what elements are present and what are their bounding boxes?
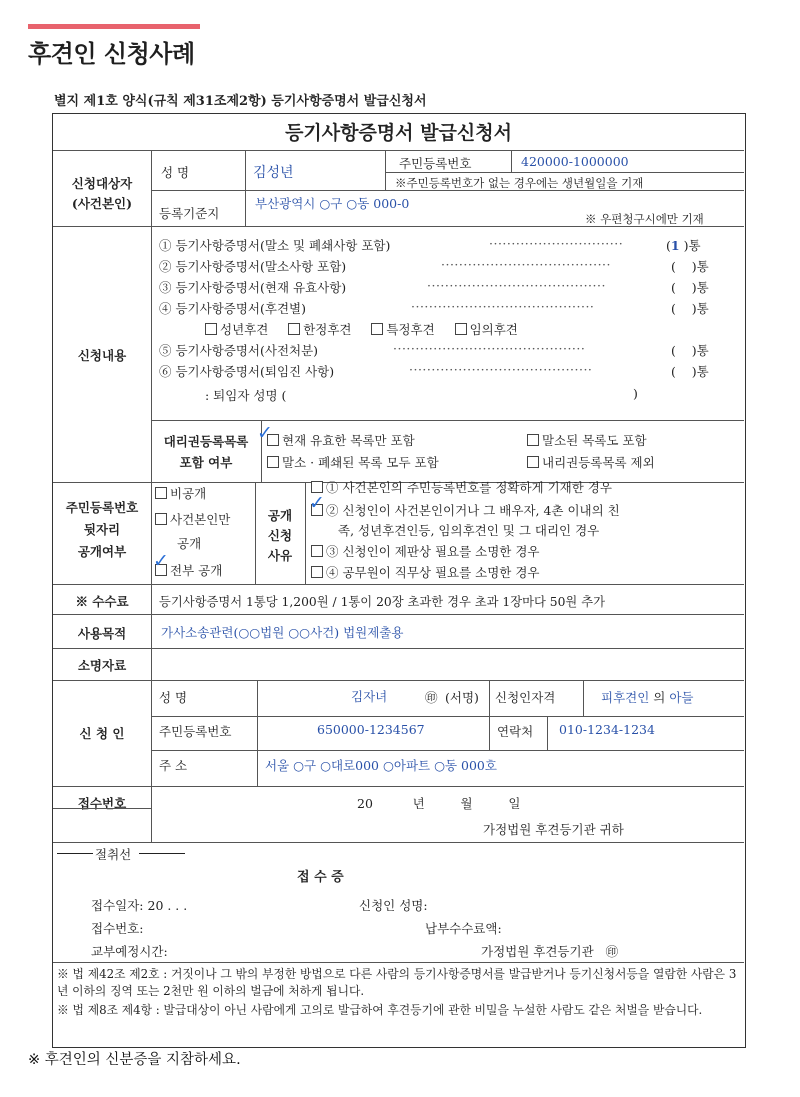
count-6[interactable]: ( )통 [671,364,709,379]
voucher-fee-paid: 납부수수료액: [425,921,502,936]
voucher-office: 가정법원 후견등기관 ㊞ [481,944,619,959]
agent-opt-current[interactable]: 현재 유효한 목록만 포함 [267,431,415,449]
reason-1[interactable]: ① 사건본인의 주민등록번호를 정확하게 기재한 경우 [311,478,612,496]
seal-icon: ㊞ [425,690,438,705]
subject-addr-note: ※ 우편청구시에만 기재 [585,212,704,226]
disclosure-opt-self-2: 공개 [177,536,202,551]
content-item-6: ⑥ 등기사항증명서(퇴임진 사항) [159,364,335,379]
guardian-type-checkbox[interactable] [288,323,300,335]
content-item-4: ④ 등기사항증명서(후견별) [159,301,306,316]
subject-rrn-note: ※주민등록번호가 없는 경우에는 생년월일을 기재 [395,176,644,190]
content-item-2: ② 등기사항증명서(말소사항 포함) [159,259,347,274]
subject-sub-label: (사건본인) [71,196,133,211]
applicant-label: 신 청 인 [79,726,125,741]
disclosure-opt-all[interactable]: 전부 공개 [155,561,222,579]
disclosure-label-3: 공개여부 [77,544,127,559]
qualification-value[interactable]: 피후견인 의 아들 [601,690,694,705]
content-item-5: ⑤ 등기사항증명서(사전처분) [159,343,319,358]
applicant-rrn-label: 주민등록번호 [159,724,232,739]
footer-note: ※ 후견인의 신분증을 지참하세요. [28,1052,241,1068]
count-2[interactable]: ( )통 [671,259,709,274]
legal-note-1: ※ 법 제42조 제2호 : 거짓이나 그 밖의 부정한 방법으로 다른 사람의 등기사항증명서를 발급받거나 등기신청서등을 열람한 사람은 3년 이하의 징역 또는 2천만 원 이하의 벌금에 처하게 됩니다. [57,967,737,998]
purpose-label: 사용목적 [77,626,127,641]
form-title: 등기사항증명서 발급신청서 [285,122,512,144]
form-label: 별지 제1호 양식(규칙 제31조제2항) 등기사항증명서 발급신청서 [54,94,427,109]
page-title: 후견인 신청사례 [28,40,195,68]
phone-label: 연락처 [497,724,534,739]
receipt-date: 20 년 월 일 [357,796,521,811]
applicant-rrn-value[interactable]: 650000-1234567 [317,722,425,737]
reason-4[interactable]: ④ 공무원이 직무상 필요를 소명한 경우 [311,563,540,581]
agent-opt-exclude[interactable]: 내리권등록목록 제외 [527,453,655,471]
agent-list-label: 대리권등록목록 [163,434,249,449]
guardian-type-checkbox[interactable] [205,323,217,335]
evidence-label: 소명자료 [77,658,127,673]
voucher-issue-time: 교부예정시간: [91,944,168,959]
reason-2[interactable]: ② 신청인이 사건본인이거나 그 배우자, 4촌 이내의 친 [311,501,620,519]
reason-label-3: 사유 [267,548,293,563]
agent-opt-cancelled[interactable]: 말소된 목록도 포함 [527,431,647,449]
agent-opt-all[interactable]: 말소 · 폐쇄된 목록 모두 포함 [267,453,439,471]
title-accent-bar [28,24,200,29]
fee-label: ※ 수수료 [75,594,129,609]
voucher-date: 접수일자: 20 . . . [91,898,188,913]
count-1[interactable]: (1 )통 [666,238,701,253]
count-4[interactable]: ( )통 [671,301,709,316]
receipt-to: 가정법원 후견등기관 귀하 [483,822,624,837]
disclosure-opt-self[interactable]: 사건본인만 [155,510,230,528]
applicant-name-label: 성 명 [159,690,188,705]
cut-line-label: 절취선 [95,847,132,862]
reason-label: 공개 [267,508,293,523]
count-3[interactable]: ( )통 [671,280,709,295]
guardian-type-options: 성년후견 한정후견 특정후견 임의후견 [205,320,518,338]
applicant-addr-label: 주 소 [159,758,188,773]
subject-rrn-label: 주민등록번호 [399,156,472,171]
phone-value[interactable]: 010-1234-1234 [559,722,655,737]
subject-name-label: 성 명 [161,165,190,180]
content-label: 신청내용 [77,348,127,363]
reason-3[interactable]: ③ 신청인이 제판상 필요를 소명한 경우 [311,542,540,560]
reason-2-cont: 족, 성년후견인등, 임의후견인 및 그 대리인 경우 [338,523,600,538]
disclosure-label-2: 뒷자리 [83,522,121,537]
fee-text: 등기사항증명서 1통당 1,200원 / 1통이 20장 초과한 경우 초과 1장마다 50원 추가 [159,595,605,609]
sign-label: (서명) [445,690,479,705]
retired-name-field[interactable]: : 퇴임자 성명 ( [205,388,287,403]
voucher-title: 접 수 증 [297,870,344,885]
legal-note-2: ※ 법 제8조 제4항 : 발급대상이 아닌 사람에게 고의로 발급하여 후견등기에 관한 비밀을 누설한 사람도 같은 처벌을 받습니다. [57,1003,703,1017]
check-mark-icon: ✓ [153,550,169,572]
applicant-addr-value[interactable]: 서울 ○구 ○대로000 ○아파트 ○동 000호 [265,758,497,773]
qualification-label: 신청인자격 [495,690,556,705]
agent-list-label-2: 포함 여부 [179,455,233,470]
check-mark-icon: ✓ [309,492,325,514]
receipt-label: 접수번호 [77,796,127,811]
application-form: 등기사항증명서 발급신청서 신청대상자 (사건본인) 성 명 김성년 주민등록번호 420000-1000000 ※주민등록번호가 없는 경우에는 생년월일을 기재 등록기준지 부산광역시 ○구 ○동 000-0 ※ 우편청구시에만 기재 신청내용 ① 등기사항증명서(말소 및 폐쇄사항 포함) ② 등기사항증명서(말소사항 포함) ③ 등기사항증명서(현재 유효사항) ④ 등기사항증명서(후견별) 성년후견 한정후견 특정후견 임의후견 ⑤ 등기사항증명서(사전처분) ⑥ 등기사항증명서(퇴임진 사항) ······························ (1 )통 ······································ ( )통 ········································ ( )통 ········································· ( )통 ··········································· ( )통 ········································· ( )통 : 퇴임자 성명 ( ) 대리권등록목록 포함 여부 현재 유효한 목록만 포함 ✓ 말소된 목록도 포함 말소 · 폐쇄된 목록 모두 포함 내리권등록목록 제외 주민등록번호 뒷자리 공개여부 비공개 사건본인만 공개 전부 공개 ✓ 공개 신청 사유 ① 사건본인의 주민등록번호를 정확하게 기재한 경우 ② 신청인이 사건본인이거나 그 배우자, 4촌 이내의 친 ✓ 족, 성년후견인등, 임의후견인 및 그 대리인 경우 ③ 신청인이 제판상 필요를 소명한 경우 ④ 공무원이 직무상 필요를 소명한 경우 ※ 수수료 등기사항증명서 1통당 1,200원 / 1통이 20장 초과한 경우 초과 1장마다 50원 추가 사용목적 가사소송관련(○○법원 ○○사건) 법원제출용 소명자료 신 청 인 성 명 김자녀 ㊞ (서명) 신청인자격 피후견인 의 아들 주민등록번호 650000-1234567 연락처 010-1234-1234 주 소 서울 ○구 ○대로000 ○아파트 ○동 000호 접수번호 20 년 월 일 가정법원 후견등기관 귀하 절취선 접 수 증 접수일자: 20 . . . 신청인 성명: 접수번호: 납부수수료액: 교부예정시간: 가정법원 후견등기관 ㊞ ※ 법 제42조 제2호 : 거짓이나 그 밖의 부정한 방법으로 다른 사람의 등기사항증명서를 발급받거나 등기신청서등을 열람한 사람은 3년 이하의 징역 또는 2천만 원 이하의 벌금에 처하게 됩니다. ※ 법 제8조 제4항 : 발급대상이 아닌 사람에게 고의로 발급하여 후견등기에 관한 비밀을 누설한 사람도 같은 처벌을 받습니다. [52,113,746,1048]
subject-rrn-value[interactable]: 420000-1000000 [521,154,629,169]
voucher-number: 접수번호: [91,921,144,936]
subject-addr-label: 등록기준지 [159,206,220,221]
reason-label-2: 신청 [267,528,293,543]
subject-label: 신청대상자 [71,176,133,191]
guardian-type-checkbox[interactable] [371,323,383,335]
applicant-name-value[interactable]: 김자녀 [351,689,388,704]
guardian-type-checkbox[interactable] [455,323,467,335]
content-item-1: ① 등기사항증명서(말소 및 폐쇄사항 포함) [159,238,391,253]
voucher-applicant-name: 신청인 성명: [359,898,428,913]
disclosure-label: 주민등록번호 [65,500,139,515]
disclosure-opt-private[interactable]: 비공개 [155,484,206,502]
check-mark-icon: ✓ [257,422,273,444]
subject-addr-value[interactable]: 부산광역시 ○구 ○동 000-0 [255,196,410,211]
content-item-3: ③ 등기사항증명서(현재 유효사항) [159,280,347,295]
purpose-value[interactable]: 가사소송관련(○○법원 ○○사건) 법원제출용 [161,625,404,640]
subject-name-value[interactable]: 김성년 [253,165,294,181]
count-5[interactable]: ( )통 [671,343,709,358]
retired-name-close: ) [633,386,638,401]
